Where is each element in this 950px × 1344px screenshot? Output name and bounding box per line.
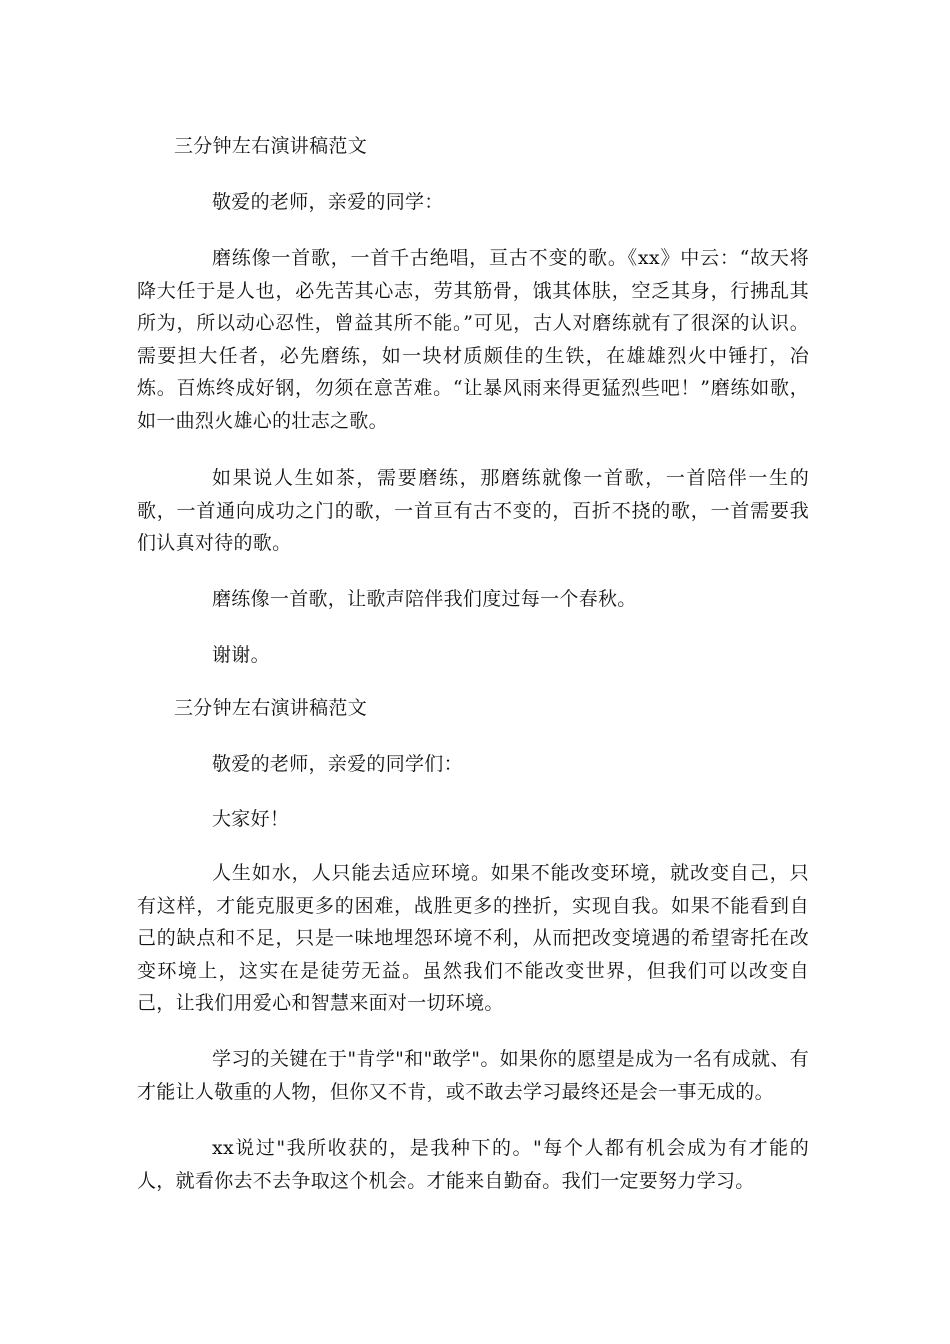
greeting: 敬爱的老师，亲爱的同学们：: [212, 753, 463, 775]
body-paragraph: 如果说人生如茶，需要磨练，那磨练就像一首歌，一首陪伴一生的歌，一首通向成功之门的歌，一首亘有古不变的，百折不挠的歌，一首需要我们认真对待的歌。: [137, 467, 809, 554]
body-paragraph: 磨练像一首歌，让歌声陪伴我们度过每一个春秋。: [212, 588, 637, 610]
section-title: 三分钟左右演讲稿范文: [174, 135, 368, 157]
body-paragraph: 大家好！: [212, 808, 290, 830]
closing: 谢谢。: [212, 644, 270, 666]
section-title: 三分钟左右演讲稿范文: [174, 697, 368, 719]
body-paragraph: 学习的关键在于"肯学"和"敢学"。如果你的愿望是成为一名有成就、有才能让人敬重的人物，但你又不肯，或不敢去学习最终还是会一事无成的。: [137, 1048, 809, 1103]
body-paragraph: 磨练像一首歌，一首千古绝唱，亘古不变的歌。《xx》中云：“故天将降大任于是人也，必先苦其心志，劳其筋骨，饿其体肤，空乏其身，行拂乱其所为，所以动心忍性，曾益其所不能。”可见，古人对磨练就有了很深的认识。需要担大任者，必先磨练，如一块材质颇佳的生铁，在雄雄烈火中锤打，冶炼。百炼终成好钢，勿须在意苦难。“让暴风雨来得更猛烈些吧！”磨练如歌，如一曲烈火雄心的壮志之歌。: [137, 247, 809, 432]
body-paragraph: xx说过"我所收获的，是我种下的。"每个人都有机会成为有才能的人，就看你去不去争取这个机会。才能来自勤奋。我们一定要努力学习。: [137, 1137, 809, 1192]
greeting: 敬爱的老师，亲爱的同学：: [212, 191, 444, 213]
body-paragraph: 人生如水，人只能去适应环境。如果不能改变环境，就改变自己，只有这样，才能克服更多的困难，战胜更多的挫折，实现自我。如果不能看到自己的缺点和不足，只是一味地埋怨环境不利，从而把改变境遇的希望寄托在改变环境上，这实在是徒劳无益。虽然我们不能改变世界，但我们可以改变自己，让我们用爱心和智慧来面对一切环境。: [137, 862, 809, 1014]
